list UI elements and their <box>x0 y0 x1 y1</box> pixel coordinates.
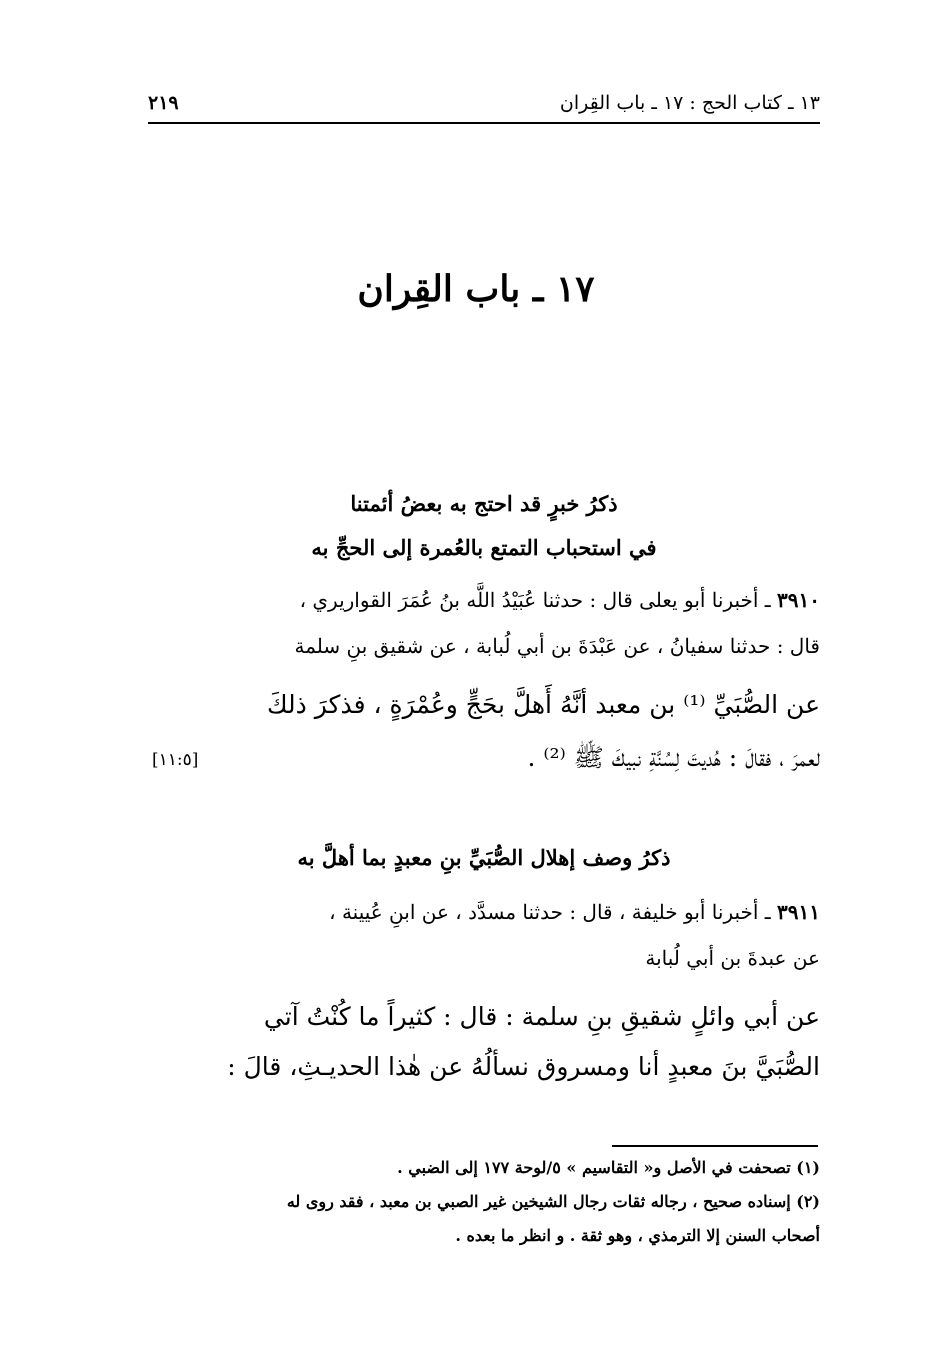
footnote-2-line-2: أصحاب السنن إلا الترمذي ، وهو ثقة . و انظر ما بعده . <box>455 1226 820 1245</box>
page-number: ٢١٩ <box>148 92 179 114</box>
section-heading-2: ذكرُ وصف إهلال الصُّبَيِّ بنِ معبدٍ بما أهلَّ به <box>297 845 671 870</box>
section-heading-1 <box>148 482 820 570</box>
hadith-3911-matn-line-2: الصُّبَيَّ بنَ معبدٍ أنا ومسروق نسألُهُ عن هٰذا الحديـثِ، قالَ : <box>227 1052 820 1081</box>
footnote-2-line-1: (٢) إسناده صحيح ، رجاله ثقات رجال الشيخين غير الصبي بن معبد ، فقد روى له <box>286 1192 820 1211</box>
hadith-number: ٣٩١٠ <box>777 588 820 612</box>
hadith-3910-matn-line-2: لعمرَ ، فقالَ : هُديتَ لِسُنَّةِ نبيكَ ﷺ ⁽²⁾ . <box>527 743 820 772</box>
hadith-3911-isnad-line-1 <box>329 900 820 924</box>
footnote-1: (١) تصحفت في الأصل و« التقاسيم » ٥/لوحة ١٧٧ إلى الضبي . <box>397 1158 820 1177</box>
running-header <box>148 88 820 124</box>
hadith-number: ٣٩١١ <box>777 900 820 924</box>
chapter-title: ١٧ ـ باب القِران <box>357 268 595 310</box>
isnad-text: ـ أخبرنا أبو يعلى قال : حدثنا عُبَيْدُ اللَّه بنُ عُمَرَ القواريري ، <box>299 588 771 612</box>
running-header-title: ١٣ ـ كتاب الحج : ١٧ ـ باب القِران <box>559 92 820 114</box>
hadith-3910-isnad-line-1 <box>300 588 820 612</box>
footnote-divider <box>612 1145 818 1147</box>
section-heading-1-line-2: في استحباب التمتع بالعُمرة إلى الحجِّ به <box>311 535 657 560</box>
hadith-3911-isnad-line-2: عن عبدةَ بن أبي لُبابة <box>645 946 820 970</box>
isnad-text: ـ أخبرنا أبو خليفة ، قال : حدثنا مسدَّد ، عن ابنِ عُيينة ، <box>329 900 771 924</box>
hadith-3910-reference: [١١:٥] <box>152 750 199 770</box>
section-heading-1-line-1: ذكرُ خبرٍ قد احتج به بعضُ أئمتنا <box>350 491 618 516</box>
hadith-3911-matn-line-1: عن أبي وائلٍ شقيقِ بنِ سلمة : قال : كثيراً ما كُنْتُ آتي <box>263 1002 820 1031</box>
hadith-3910-isnad-line-2: قال : حدثنا سفيانُ ، عن عَبْدَةَ بن أبي لُبابة ، عن شقيق بنِ سلمة <box>294 634 820 658</box>
hadith-3910-matn-line-1: عن الصُّبَيِّ ⁽¹⁾ بن معبد أنَّهُ أَهلَّ بحَجٍّ وعُمْرَةٍ ، فذكرَ ذلكَ <box>266 690 820 719</box>
